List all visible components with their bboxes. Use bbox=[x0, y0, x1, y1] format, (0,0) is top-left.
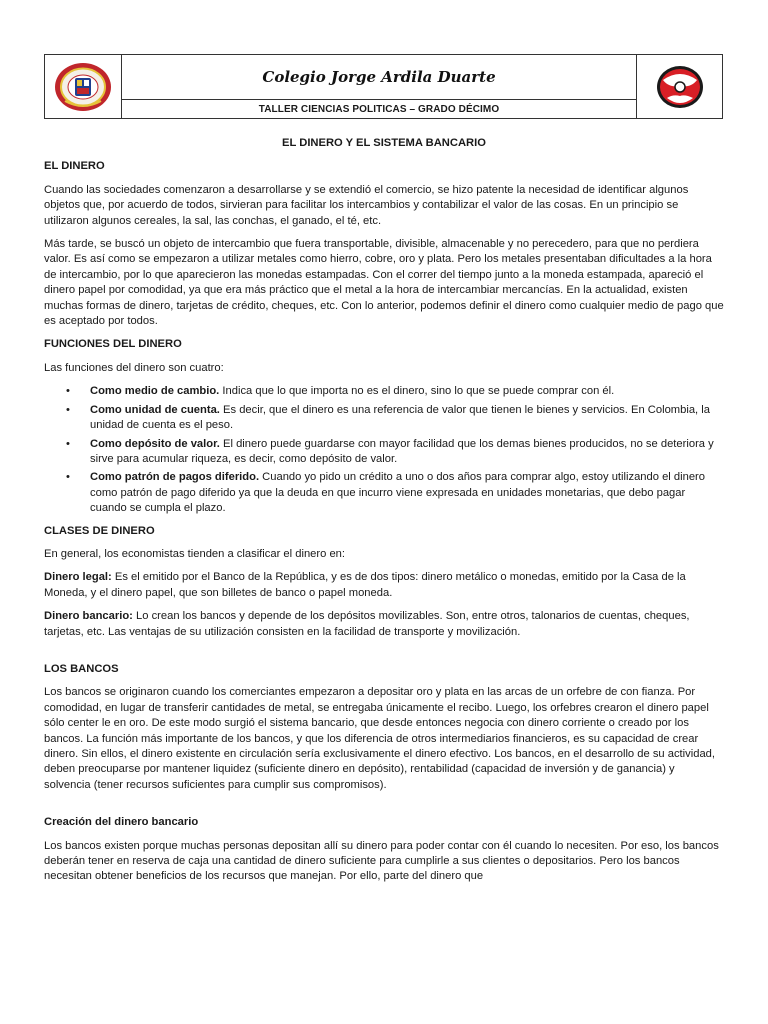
document-body bbox=[44, 136, 724, 893]
paragraph-dinero-1: Cuando las sociedades comenzaron a desarrollarse y se extendió el comercio, se hizo patente la necesidad de identificar algunos objetos que, por acuerdo de todos, sirvieran para facilitar los intercambios y contabilizar el valor de las cosas. En un principio se utilizaron algunos cereales, la sal, las conchas, el ganado, el té, etc. bbox=[44, 183, 689, 227]
heading-el-dinero: EL DINERO bbox=[44, 160, 105, 173]
list-item-term: Como patrón de pagos diferido. bbox=[90, 471, 260, 484]
list-item bbox=[90, 470, 724, 516]
document-header bbox=[44, 54, 723, 119]
dinero-bancario-text: Lo crean los bancos y depende de los depósitos movilizables. Son, entre otros, talonarios de cuentas, cheques, tarjetas, etc. Las ventajas de su utilización consisten en la facilidad de transporte y movilización. bbox=[44, 610, 690, 638]
list-item-term: Como unidad de cuenta. bbox=[90, 403, 220, 416]
list-item-term: Como medio de cambio. bbox=[90, 385, 220, 398]
list-item bbox=[90, 384, 724, 399]
school-crest-icon bbox=[53, 61, 113, 113]
school-name: Colegio Jorge Ardila Duarte bbox=[262, 68, 496, 86]
paragraph-dinero-2: Más tarde, se buscó un objeto de intercambio que fuera transportable, divisible, almacenable y no perecedero, para que no perdiera valor. Es así como se empezaron a utilizar metales como hierro, cobre, oro y plata. Pero los metales presentaban dificultades a la hora de intercambio, por lo que aparecieron las monedas estampadas. Con el correr del tiempo junto a la moneda estampada, apareció el dinero papel por comodidad, ya que era más práctico que el metal a la hora de intercambiar mercancías. En la actualidad, existen muchas formas de dinero, tarjetas de crédito, cheques, etc. Con lo anterior, podemos definir el dinero como cualquier medio de pago que es aceptado por todos. bbox=[44, 238, 724, 328]
funciones-list bbox=[44, 384, 724, 516]
paragraph-creacion: Los bancos existen porque muchas personas depositan allí su dinero para poder contar con él cuando lo necesiten. Por eso, los bancos deberán tener en reserva de caja una cantidad de dinero suficiente para cumplirle a sus clientes o depositarios. Pero los bancos necesitan obtener beneficios de los recursos que manejan. Por ello, parte del dinero que bbox=[44, 839, 719, 883]
heading-creacion: Creación del dinero bancario bbox=[44, 816, 199, 829]
dinero-bancario-term: Dinero bancario: bbox=[44, 610, 133, 623]
list-item-text: Cuando yo pido un crédito a uno o dos años para comprar algo, estoy utilizando el dinero como patrón de pago diferido ya que la deuda en que incurro viene expresada en unidades monetarias, que debo pagar cuando se cumpla el plazo. bbox=[90, 471, 705, 515]
heading-bancos: LOS BANCOS bbox=[44, 662, 119, 675]
left-logo-cell bbox=[45, 55, 122, 118]
clases-intro: En general, los economistas tienden a clasificar el dinero en: bbox=[44, 547, 345, 560]
list-item-text: El dinero puede guardarse con mayor facilidad que los demas bienes producidos, no se deteriora y sirve para acumular riqueza, es decir, como depósito de valor. bbox=[90, 437, 714, 465]
red-white-ball-icon bbox=[655, 64, 705, 110]
dinero-legal-text: Es el emitido por el Banco de la República, y es de dos tipos: dinero metálico o monedas, emitido por la Casa de la Moneda, y el dinero papel, que son billetes de banco o papel moneda. bbox=[44, 571, 686, 599]
list-item-term: Como depósito de valor. bbox=[90, 437, 220, 450]
right-logo-cell bbox=[636, 55, 722, 118]
list-item-text: Indica que lo que importa no es el dinero, sino lo que se puede comprar con él. bbox=[219, 385, 615, 398]
header-title-cell bbox=[122, 55, 636, 118]
list-item bbox=[90, 437, 724, 468]
dinero-legal-term: Dinero legal: bbox=[44, 571, 112, 584]
list-item-text: Es decir, que el dinero es una referencia de valor que tienen le bienes y servicios. En Colombia, la unidad de cuenta es el peso. bbox=[90, 403, 710, 432]
document-title: EL DINERO Y EL SISTEMA BANCARIO bbox=[282, 137, 486, 149]
paragraph-dinero-legal bbox=[44, 570, 724, 601]
heading-clases: CLASES DE DINERO bbox=[44, 524, 155, 537]
paragraph-bancos: Los bancos se originaron cuando los comerciantes empezaron a depositar oro y plata en las arcas de un orfebre de con fianza. Por comodidad, en lugar de transferir cantidades de metal, se entregaba únicamente el recibo. Luego, los orfebres crearon el dinero papel sólo center le en oro. De este modo surgió el sistema bancario, que desde entonces negocia con dinero corriente o creado por los bancos. La función más importante de los bancos, y que los diferencia de otros intermediarios financieros, es su capacidad de crear dinero. Sin ellos, el dinero existente en circulación sería exclusivamente el dinero efectivo. Los bancos, en el desarrollo de su actividad, deben preocuparse por mantener liquidez (suficiente dinero en depósito), rentabilidad (capacidad de inversión y de ganancia) y solvencia (tener recursos suficientes para cumplir sus compromisos). bbox=[44, 686, 716, 791]
heading-funciones: FUNCIONES DEL DINERO bbox=[44, 338, 182, 351]
header-subtitle: TALLER CIENCIAS POLITICAS – GRADO DÉCIMO bbox=[122, 99, 636, 118]
spacer bbox=[44, 801, 724, 815]
paragraph-dinero-bancario bbox=[44, 609, 724, 640]
funciones-intro: Las funciones del dinero son cuatro: bbox=[44, 361, 224, 374]
list-item bbox=[90, 403, 724, 434]
spacer bbox=[44, 648, 724, 662]
